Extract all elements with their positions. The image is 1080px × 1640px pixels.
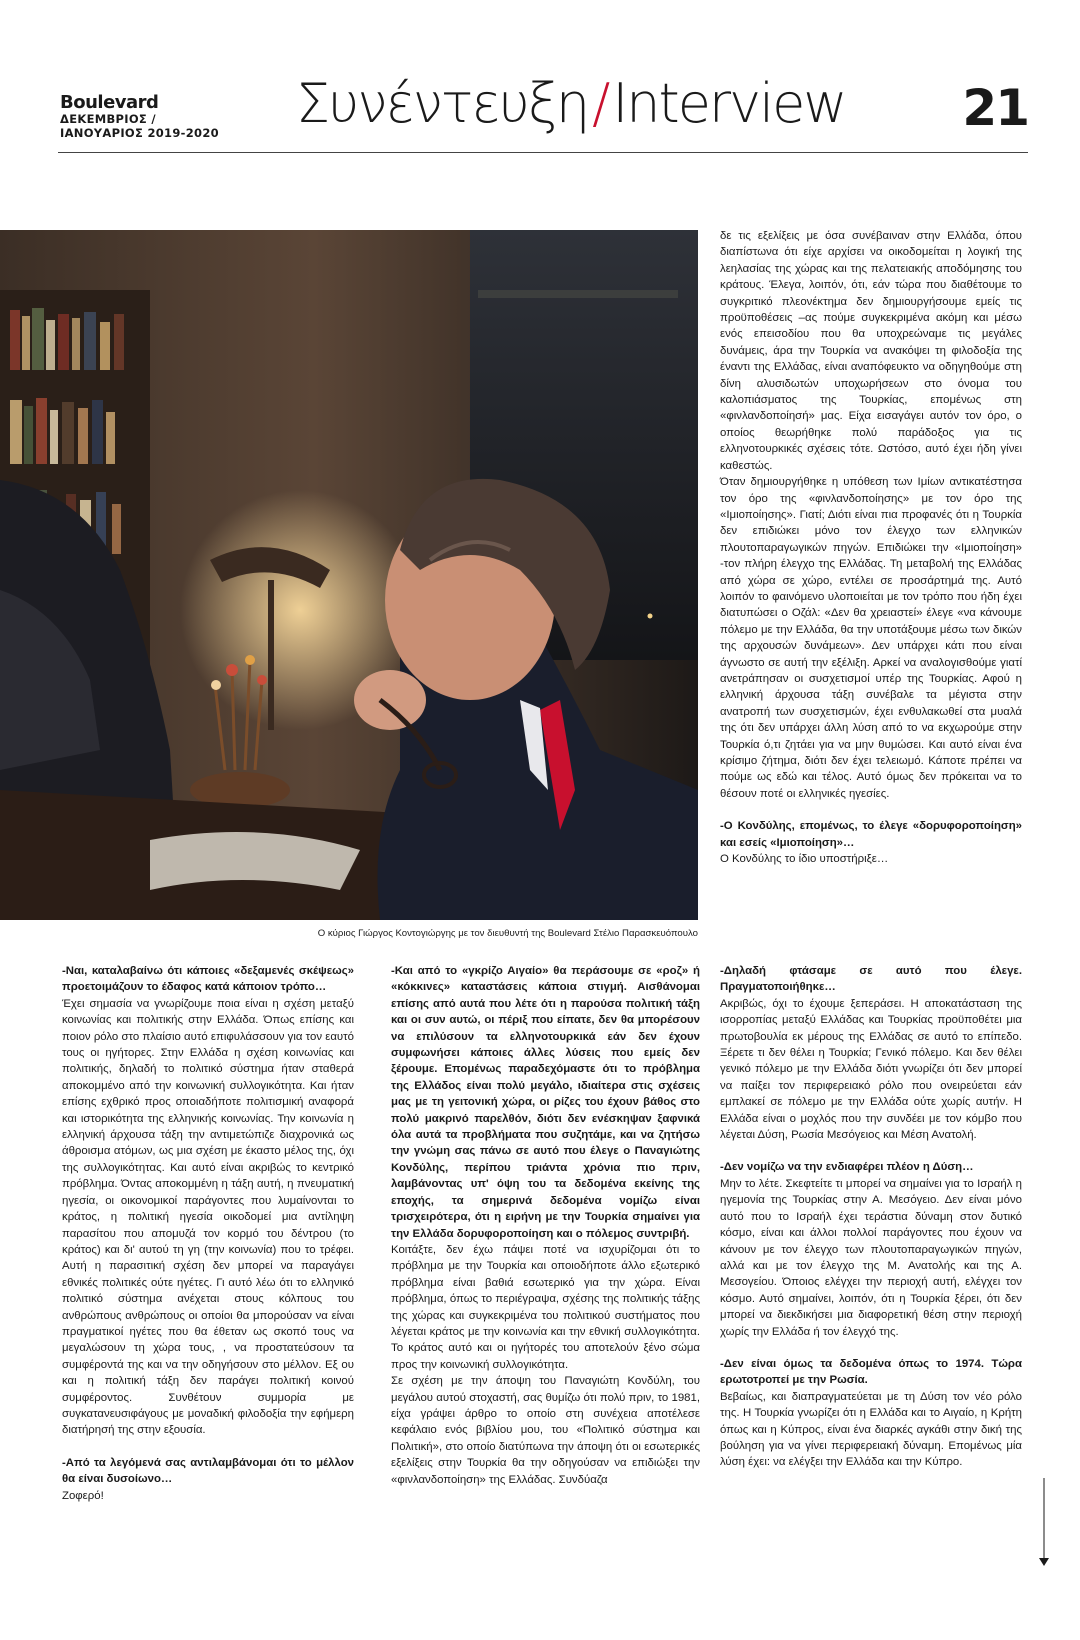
- section-title-english: Interview: [612, 72, 846, 135]
- page-number: 21: [962, 79, 1028, 137]
- brand-name: Boulevard: [60, 92, 159, 113]
- article-column-top-right: [720, 228, 1022, 867]
- section-title: [296, 72, 845, 136]
- article-column-3: [720, 963, 1022, 1471]
- interview-question: -Και από το «γκρίζο Αιγαίο» θα περάσουμε σε «ροζ» ή «κόκκινες» καταστάσεις κάποια στιγμή. Αισθάνομαι επίσης από αυτά που λέτε ότι η παρούσα πολιτική τάξη και οι συν αυτώ, οι πέριξ που είπατε, δεν θα μπορέσουν να επιλύσουν τα ελληνοτουρκικά εάν δεν έχουν συμφωνήσει κάποιες άλλες λύσεις που εμείς δεν ξέρουμε. Επομένως παραδεχόμαστε ότι το πρόβλημα της Ελλάδος είναι πολύ μεγάλο, ιδιαίτερα στις σχέσεις μας με τη γειτονική χώρα, οι ρίζες του έχουν βάθος στο πολύ μακρινό παρελθόν, διότι δεν ενέσκηψαν ξαφνικά όλα αυτά τα προβλήματα που συζητάμε, και να ζητήσω την γνώμη σας πάνω σε αυτό που έλεγε ο Παναγιώτης Κονδύλης, περίπου τριάντα χρόνια πιο πριν, λαμβάνοντας υπ' όψη του τα δεδομένα εκείνης της εποχής, τα σημερινά δεδομένα νομίζω είναι τρισχειρότερα, ότι η ειρήνη με την Τουρκία σημαίνει για την Ελλάδα δορυφοροποίηση και ο πόλεμος συντριβή.: [391, 965, 700, 1240]
- section-title-slash: /: [592, 72, 609, 135]
- article-column-2: [391, 963, 700, 1488]
- interview-photo: [0, 230, 698, 920]
- interview-answer: Έχει σημασία να γνωρίζουμε ποια είναι η σχέση μεταξύ κοινωνίας και πολιτικής στην Ελλάδα. Όπως επίσης και ποιον ρόλο στο πλαίσιο αυτό επιφυλάσσουν για τον εαυτό τους οι ηγήτορες. Στην Ελλάδα η σχέση κοινωνίας και πολιτικής, δηλαδή το πολιτικό σύστημα ήταν σταθερά αποκομμένο από την κοινωνική συλλογικότητα. Και ήταν επίσης εχθρικό προς οποιαδήποτε πολιτισμική αναφορά και ιστορικότητα της ελληνικής κοινωνίας. Την κοινωνία η ελληνική άρχουσα τάξη την αντιμετώπιζε διαχρονικά ως άθροισμα ατόμων, ως μια σχέση με έκαστο μέλος της, όχι της συλλογικότητας. Και αυτό είναι ακριβώς το κεντρικό πρόβλημα. Όντας αποκομμένη η τάξη αυτή, η πνευματική ηγεσία, οι οικονομικοί παράγοντες που λυμαίνονται το κράτος, η πολιτική ηγεσία οικοδομεί μια αντίληψη παρασίτου που απομυζά τον κορμό του δέντρου (το κράτος) και δι' αυτού τη γη (την κοινωνία) που το τρέφει. Αυτή η παρασιτική σχέση δεν μπορεί να παραγάγει εθνικές πολιτικές ούτε ηγέτες. Γι αυτό λέω ότι το ελληνικό πολιτικό σύστημα ανέχεται στους κόλπους του ανθρώπους ανθρώπους οι οποίοι θα μπορούσαν να είναι πραγματικοί ηγέτες που θα έθεταν ως σκοπό τους να μεγαλώσουν τη χώρα τους, , να προστατεύσουν τα συμφέροντά της και να την οδηγήσουν στο μέλλον. Εξ ου και η πολιτική τάξη δεν παράγει πολιτική κοινού συμφέροντος. Συνθέτουν συμμορία με συγκατανευσιφάγους με μοναδική φιλοδοξία την εφήμερη διατήρησή της στην εξουσία.: [62, 997, 354, 1437]
- header-divider: [58, 152, 1028, 153]
- interview-answer: Ακριβώς, όχι το έχουμε ξεπεράσει. Η αποκατάσταση της ισορροπίας μεταξύ Ελλάδας και Τουρκίας προϋποθέτει μια πρωτοβουλία εκ μέρους της Ελλάδας σε αυτό το επίπεδο. Ξέρετε τι δεν θέλει η Τουρκία; Γενικό πόλεμο. Και δεν θέλει γενικό πόλεμο με την Ελλάδα διότι γνωρίζει ότι δεν μπορεί να παίξει τον περιφερειακό ρόλο που ονειρεύεται εάν εμπλακεί σε πόλεμο με την Ελλάδα ούτε χωρίς αυτήν. Η Ελλάδα είναι ο μοχλός που την συνδέει με τον κόμβο που λέγεται Δύση, Ρωσία Μεσόγειος και Μέση Ανατολή.: [720, 997, 1022, 1142]
- interview-answer: Βεβαίως, και διαπραγματεύεται με τη Δύση τον νέο ρόλο της. Η Τουρκία γνωρίζει ότι η Ελλάδα και το Αιγαίο, η Κρήτη όπως και η Κύπρος, είναι ένα διαρκές αγκάθι στην δική της βούληση για να γίνει περιφερειακή δύναμη. Επομένως μία λύση έχει: να ελέγξει την Ελλάδα και την Κύπρο.: [720, 1390, 1022, 1469]
- photo-caption: Ο κύριος Γιώργος Κοντογιώργης με τον διευθυντή της Boulevard Στέλιο Παρασκευόπουλο: [317, 928, 698, 939]
- interview-photo-icon: [0, 230, 698, 920]
- interview-question: -Δεν νομίζω να την ενδιαφέρει πλέον η Δύση…: [720, 1161, 974, 1174]
- interview-answer: Μην το λέτε. Σκεφτείτε τι μπορεί να σημαίνει για το Ισραήλ η ηγεμονία της Τουρκίας στην Α. Μεσόγειο. Δεν είναι μόνο αυτό που το Ισραήλ έχει τεράστια δύναμη στον δυτικό κόσμο, είναι και άλλοι πολλοί παράγοντες που έχουν να κάνουν με τον έλεγχο των πλουτοπαραγωγικών πηγών, αλλά και με τον έλεγχο της Μ. Ανατολής και της Α. Μεσογείου. Όποιος ελέγχει την περιοχή αυτή, ελέγχει τον κόσμο. Αυτό σημαίνει, λοιπόν, ότι η Τουρκία ξέρει, ότι δεν μπορεί να διεκδικήσει μια διαφορετική θέση στην περιοχή χωρίς την Ελλάδα ή τον έλεγχό της.: [720, 1177, 1022, 1338]
- interview-question: -Δηλαδή φτάσαμε σε αυτό που έλεγε. Πραγματοποιήθηκε…: [720, 965, 1022, 994]
- article-paragraph: Όταν δημιουργήθηκε η υπόθεση των Ιμίων αντικατέστησα τον όρο της «φινλανδοποίησης» με τον όρο της «Ιμιοποίησης». Γιατί; Διότι είναι πια προφανές ότι η Τουρκία δεν επιδιώκει μόνο τον έλεγχο των ελληνικών πλουτοπαραγωγικών πηγών. Επιδιώκει την «Ιμιοποίηση» -τον πλήρη έλεγχο της Ελλάδας. Τη μεταβολή της Ελλάδας από χώρα σε χώρο, εντέλει σε προσάρτημά της. Αυτό λοιπόν το φαινόμενο υλοποιείται με τον τρόπο που ήδη έχει διατυπώσει ο Οζάλ: «Δεν θα χρειαστεί» έλεγε «να κάνουμε πόλεμο με την Ελλάδα, θα την υποτάξουμε μέσω των δικών της αρχουσών δυνάμεων». Δεν υπάρχει κάτι που είναι άγνωστο σε αυτή την εξέλιξη. Αρκεί να αναλογισθούμε γιατί ανετράπησαν οι συσχετισμοί υπέρ της Τουρκίας. Αφού η ελληνική άρχουσα τάξη συνέβαλε τα μέγιστα στην ανατροπή των συσχετισμών, έχει ενθυλακωθεί στα μυαλά της ότι δεν υπάρχει άλλη λύση από το να εκχωρούμε στην Τουρκία ό,τι ζητάει για να μην θυμώσει. Και αυτό είναι ένα κρίσιμο ζήτημα, διότι δεν έχει τελειωμό. Κάποτε πρέπει να πούμε ως εδώ και τέλος. Αυτό όμως δεν πρόκειται να το θέσουν ποτέ οι ελληνικές ηγεσίες.: [720, 476, 1022, 800]
- issue-date-line2: ΙΑΝΟΥΑΡΙΟΣ 2019-2020: [60, 126, 219, 140]
- interview-answer: Σε σχέση με την άποψη του Παναγιώτη Κονδύλη, του μεγάλου αυτού στοχαστή, σας θυμίζω ότι πολύ πριν, το 1981, είχα γράψει άρθρο το οποίο στη συνέχεια αποτέλεσε κεφάλαιο ενός βιβλίου μου, του «Πολιτικό σύστημα και Πολιτική», στο οποίο διατύπωνα την άποψη ότι οι εσωτερικές εξελίξεις στην Τουρκία θα την οδηγούσαν να επιδιώξει την «φινλανδοποίηση» της Ελλάδας. Συνδύαζα: [391, 1375, 700, 1486]
- interview-answer: Ο Κονδύλης το ίδιο υποστήριξε…: [720, 853, 889, 866]
- masthead: [60, 94, 219, 140]
- article-column-1: [62, 963, 354, 1504]
- interview-question: -Ναι, καταλαβαίνω ότι κάποιες «δεξαμενές σκέψεως» προετοιμάζουν το έδαφος κατά κάποιον τρόπο…: [62, 965, 354, 994]
- continue-arrow-icon: [1038, 1478, 1050, 1568]
- article-paragraph: δε τις εξελίξεις με όσα συνέβαιναν στην Ελλάδα, όπου διαπίστωνα ότι είχε αρχίσει να οικοδομείται η λογική της λεηλασίας της χώρας και της πελατειακής αποδόμησης του κράτους. Έλεγα, λοιπόν, ότι, εάν τώρα που διαθέτουμε το συγκριτικό πλεονέκτημα δεν δημιουργήσουμε εμείς τις προϋποθέσεις –ας πούμε συγκεκριμένα ακόμη και μέσω ενός επεισοδίου που θα υποχρεώναμε τις μεγάλες δυνάμεις, άρα την Τουρκία να ανακόψει τη φιλοδοξία της έναντι της Ελλάδας, είναι αναπόφευκτο να οδηγηθούμε στη δίνη αλυσιδωτών υποχωρήσεων στο όνομα του καλοπιάσματος της Τουρκίας, επομένως στη «φινλανδοποίησή» μας. Είχα εισαγάγει αυτόν τον όρο, ο οποίος θεωρήθηκε πολύ παράδοξος για τις ελληνοτουρκικές σχέσεις τότε. Ωστόσο, αυτό έχει ήδη γίνει καθεστώς.: [720, 230, 1022, 472]
- interview-answer: Κοιτάξτε, δεν έχω πάψει ποτέ να ισχυρίζομαι ότι το πρόβλημα με την Τουρκία και οποιοδήποτε άλλο εξωτερικό πρόβλημα είναι βαθιά εσωτερικό για την χώρα. Είναι πρόβλημα, όπως το περιέγραψα, σχέσης της πολιτικής τάξης της χώρας και συγκεκριμένα του πολιτικού συστήματος που λέγεται κράτος με την κοινωνία και την εθνική συλλογικότητα. Το κράτος αυτό και οι ηγήτορές του αποτελούν ξένο σώμα προς την κοινωνική συλλογικότητα.: [391, 1243, 700, 1371]
- section-title-greek: Συνέντευξη: [296, 72, 589, 135]
- issue-date-line1: ΔΕΚΕΜΒΡΙΟΣ /: [60, 112, 156, 126]
- interview-question: -Δεν είναι όμως τα δεδομένα όπως το 1974. Τώρα ερωτοτροπεί με την Ρωσία.: [720, 1357, 1022, 1387]
- interview-answer: Ζοφερό!: [62, 1489, 104, 1502]
- interview-question: -Από τα λεγόμενά σας αντιλαμβάνομαι ότι το μέλλον θα είναι δυσοίωνο…: [62, 1456, 354, 1486]
- interview-question: -Ο Κονδύλης, επομένως, το έλεγε «δορυφοροποίηση» και εσείς «Ιμιοποίηση»…: [720, 820, 1022, 849]
